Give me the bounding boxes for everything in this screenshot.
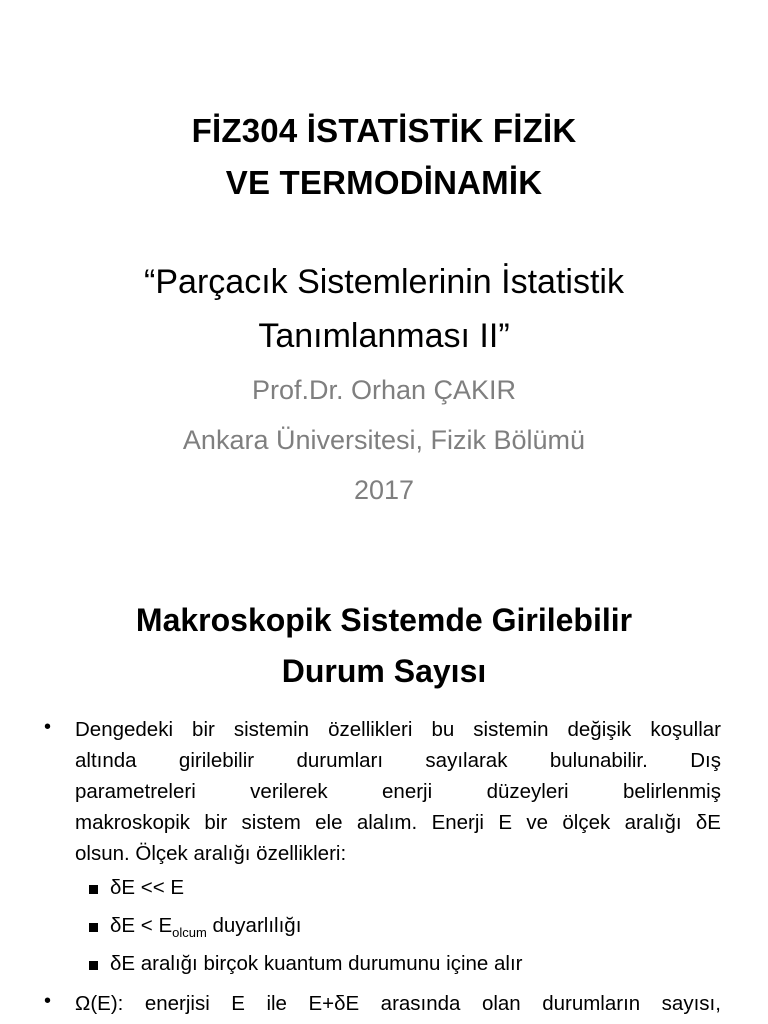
course-title-line-2: VE TERMODİNAMİK [225, 164, 543, 201]
bullet-paragraph-1 [75, 714, 721, 869]
word: sistemin [473, 718, 549, 741]
word: sistem [241, 811, 301, 834]
word: sistemin [233, 718, 310, 741]
word: ve [526, 811, 549, 834]
word: δE [695, 811, 721, 834]
word: bu [431, 718, 455, 741]
lecture-subtitle-line-1: “Parçacık Sistemlerinin İstatistik [144, 263, 624, 301]
word: E [231, 992, 245, 1015]
word: ele [315, 811, 343, 834]
word: olan [481, 992, 521, 1015]
word: ölçek [562, 811, 611, 834]
sub-item-2 [110, 914, 301, 938]
word: durumları [296, 749, 384, 772]
word: Dış [690, 749, 721, 772]
sub-item-1: δE << E [110, 876, 185, 899]
word: belirlenmiş [623, 780, 721, 803]
word: ile [266, 992, 287, 1015]
word: girilebilir [178, 749, 255, 772]
author-name: Prof.Dr. Orhan ÇAKIR [251, 375, 517, 405]
word: Ω(E): [75, 992, 124, 1015]
paragraph-line [75, 988, 721, 1019]
word: koşullar [650, 718, 721, 741]
course-title-line-1: FİZ304 İSTATİSTİK FİZİK [191, 112, 577, 149]
word: durumların [542, 992, 641, 1015]
word: alalım. [356, 811, 418, 834]
sub-item-2-text: δE < E [110, 914, 173, 937]
word: bulunabilir. [549, 749, 648, 772]
word: arasında [380, 992, 461, 1015]
square-bullet-marker [89, 923, 98, 932]
word: makroskopik [75, 811, 191, 834]
word: sayısı, [661, 992, 721, 1015]
word: altında [75, 749, 137, 772]
word: enerji [382, 780, 433, 803]
word: bir [204, 811, 228, 834]
word: enerjisi [144, 992, 210, 1015]
lecture-subtitle-line-2: Tanımlanması II” [258, 317, 510, 355]
paragraph-line [75, 714, 721, 745]
paragraph-line [75, 745, 721, 776]
paragraph-line: olsun. Ölçek aralığı özellikleri: [75, 842, 347, 865]
word: sayılarak [425, 749, 508, 772]
word: Enerji [431, 811, 484, 834]
sub-item-3: δE aralığı birçok kuantum durumunu içine alır [110, 952, 523, 975]
year: 2017 [353, 475, 415, 505]
sub-item-2-subscript: olcum [172, 925, 207, 940]
square-bullet-marker [89, 961, 98, 970]
word: verilerek [250, 780, 328, 803]
word: aralığı [624, 811, 682, 834]
word: düzeyleri [486, 780, 569, 803]
sub-item-2-suffix: duyarlılığı [206, 914, 302, 937]
word: özellikleri [328, 718, 413, 741]
affiliation: Ankara Üniversitesi, Fizik Bölümü [182, 425, 586, 455]
paragraph-line [75, 807, 721, 838]
word: Dengedeki [75, 718, 174, 741]
square-bullet-marker [89, 885, 98, 894]
bullet-marker: • [44, 990, 52, 1012]
bullet-marker: • [44, 716, 52, 738]
word: bir [192, 718, 215, 741]
word: E [498, 811, 513, 834]
slide-title-line-2: Durum Sayısı [281, 653, 487, 689]
word: parametreleri [75, 780, 196, 803]
paragraph-line [75, 776, 721, 807]
word: değişik [567, 718, 632, 741]
slide-title-line-1: Makroskopik Sistemde Girilebilir [135, 602, 633, 638]
word: E+δE [308, 992, 360, 1015]
bullet-paragraph-2 [75, 988, 721, 1019]
